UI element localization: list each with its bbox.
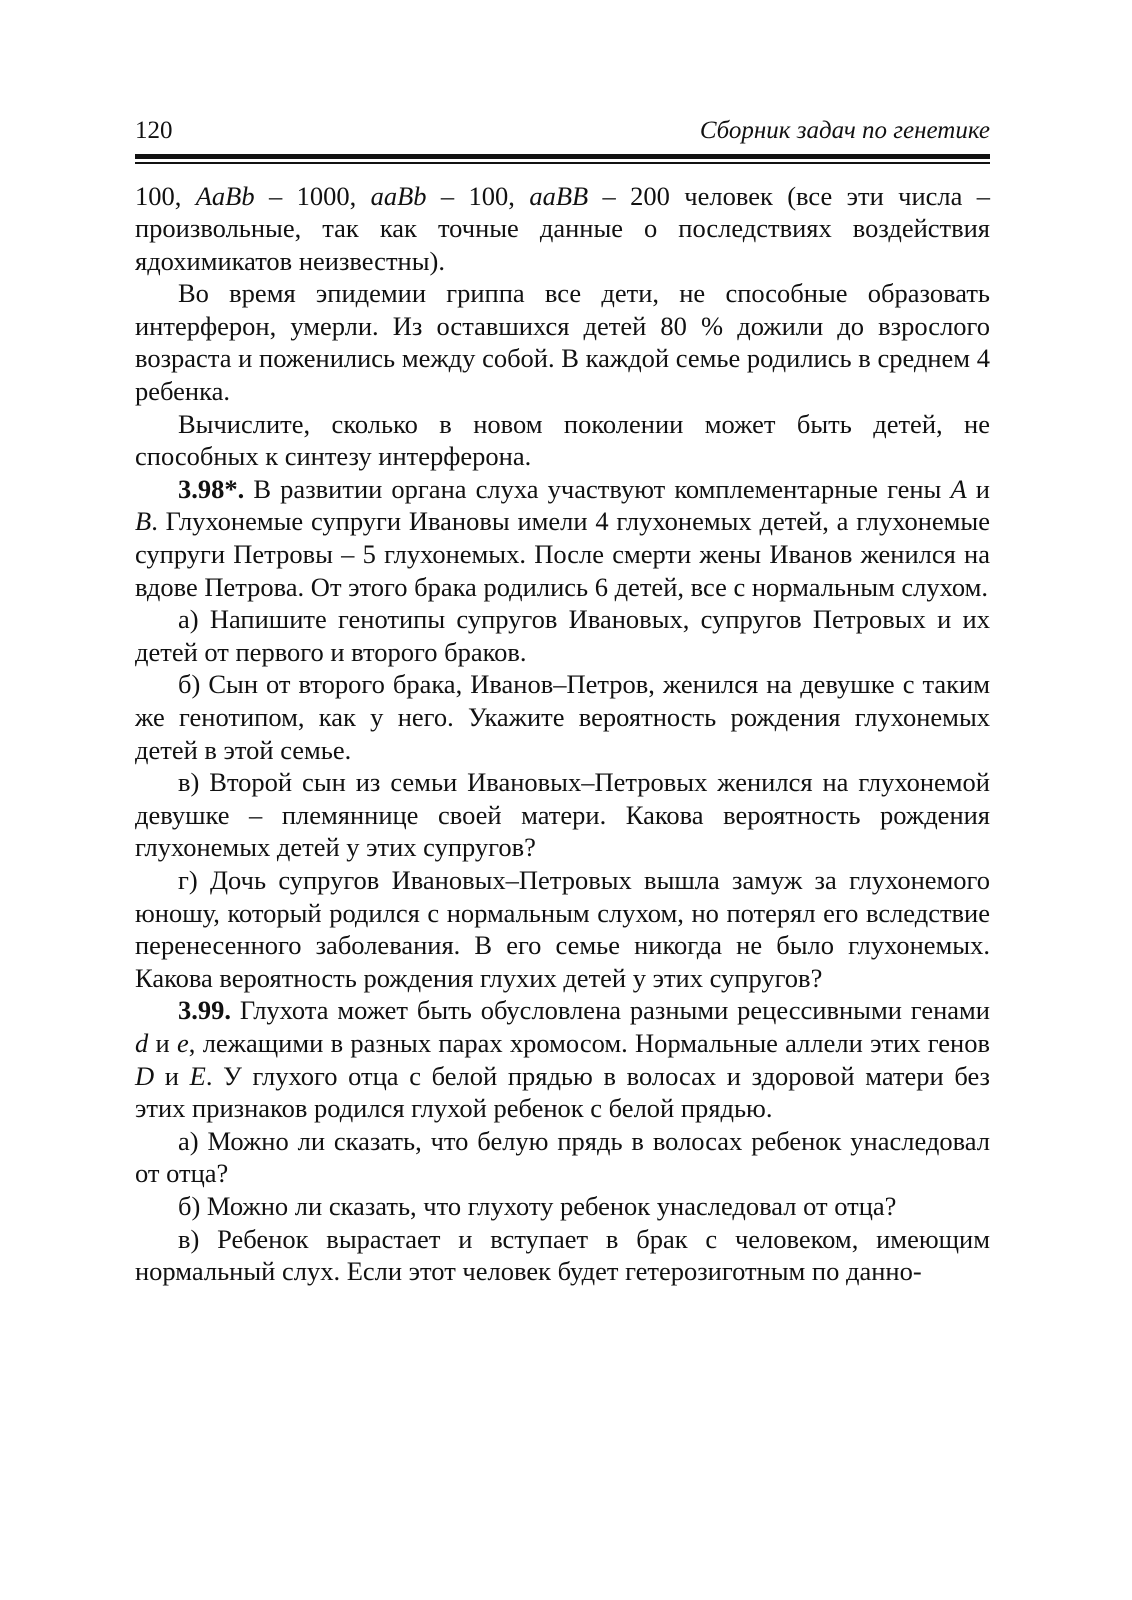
- gene-symbol: B: [135, 506, 152, 537]
- question-398-a: а) Напишите генотипы супругов Ивановых, супругов Петровых и их детей от первого и второго браков.: [135, 604, 990, 667]
- text-run: В развитии органа слуха участвуют комплементарные гены: [244, 473, 951, 504]
- book-page: [135, 112, 990, 1288]
- text-run: . Глухонемые супруги Ивановы имели 4 глухонемых детей, а глухонемые супруги Петровы – 5 глухонемых. После смерти жены Иванов женился на вдове Петрова. От этого брака родились 6 детей, все с нормальным слухом.: [135, 506, 990, 602]
- text-run: – 100,: [426, 180, 530, 211]
- header-rule-thin: [135, 162, 990, 164]
- text-run: и: [148, 1027, 178, 1058]
- page-body: [135, 180, 990, 1288]
- running-head: [135, 112, 990, 150]
- genotype: aaBb: [370, 180, 427, 211]
- gene-symbol: e: [177, 1027, 189, 1058]
- paragraph-continuation: [135, 180, 990, 278]
- running-title: Сборник задач по генетике: [699, 117, 990, 144]
- page-number: 120: [135, 117, 173, 144]
- text-run: и: [966, 473, 990, 504]
- question-399-c: в) Ребенок вырастает и вступает в брак с человеком, имеющим нормальный слух. Если этот человек будет гетерозиготным по данно-: [135, 1223, 990, 1287]
- task-3-98: [135, 473, 990, 603]
- gene-symbol: A: [950, 473, 967, 504]
- question-398-b: б) Сын от второго брака, Иванов–Петров, женился на девушке с таким же генотипом, как у него. Укажите вероятность рождения глухонемых детей в этой семье.: [135, 669, 990, 765]
- genotype: aaBB: [529, 180, 589, 211]
- paragraph-calculate: Вычислите, сколько в новом поколении может быть детей, не способных к синтезу интерферона.: [135, 408, 990, 472]
- question-399-a: а) Можно ли сказать, что белую прядь в волосах ребенок унаследовал от отца?: [135, 1125, 990, 1189]
- genotype: AaBb: [195, 180, 255, 211]
- text-run: – 1000,: [254, 180, 371, 211]
- text-run: Глухота может быть обусловлена разными рецессивными генами: [231, 995, 990, 1026]
- text-run: и: [154, 1060, 190, 1091]
- task-number: 3.99.: [178, 995, 231, 1026]
- header-rule-thick: [135, 154, 990, 159]
- text-run: – 200 человек (все эти числа – произвольные, так как точные данные о последствиях воздействия ядохимикатов неизвестны).: [135, 180, 991, 276]
- gene-symbol: d: [135, 1027, 149, 1058]
- question-398-c: в) Второй сын из семьи Ивановых–Петровых женился на глухонемой девушке – племяннице своей матери. Какова вероятность рождения глухонемых детей у этих супругов?: [135, 767, 990, 863]
- question-398-d: г) Дочь супругов Ивановых–Петровых вышла замуж за глухонемого юношу, который родился с нормальным слухом, но потерял его вследствие перенесенного заболевания. В его семье никогда не было глухонемых. Какова вероятность рождения глухих детей у этих супругов?: [135, 864, 990, 993]
- text-run: 100,: [135, 180, 196, 211]
- gene-symbol: D: [135, 1060, 155, 1091]
- gene-symbol: E: [189, 1060, 206, 1091]
- paragraph-epidemic: Во время эпидемии гриппа все дети, не способные образовать интерферон, умерли. Из оставшихся детей 80 % дожили до взрослого возраста и поженились между собой. В каждой семье родились в среднем 4 ребенка.: [135, 278, 990, 407]
- text-run: . У глухого отца с белой прядью в волосах и здоровой матери без этих признаков родился глухой ребенок с белой прядью.: [135, 1060, 991, 1124]
- task-3-99: [135, 994, 990, 1124]
- question-399-b: б) Можно ли сказать, что глухоту ребенок унаследовал от отца?: [178, 1190, 897, 1221]
- task-number: 3.98*.: [178, 473, 245, 504]
- text-run: , лежащими в разных парах хромосом. Нормальные аллели этих генов: [188, 1027, 990, 1058]
